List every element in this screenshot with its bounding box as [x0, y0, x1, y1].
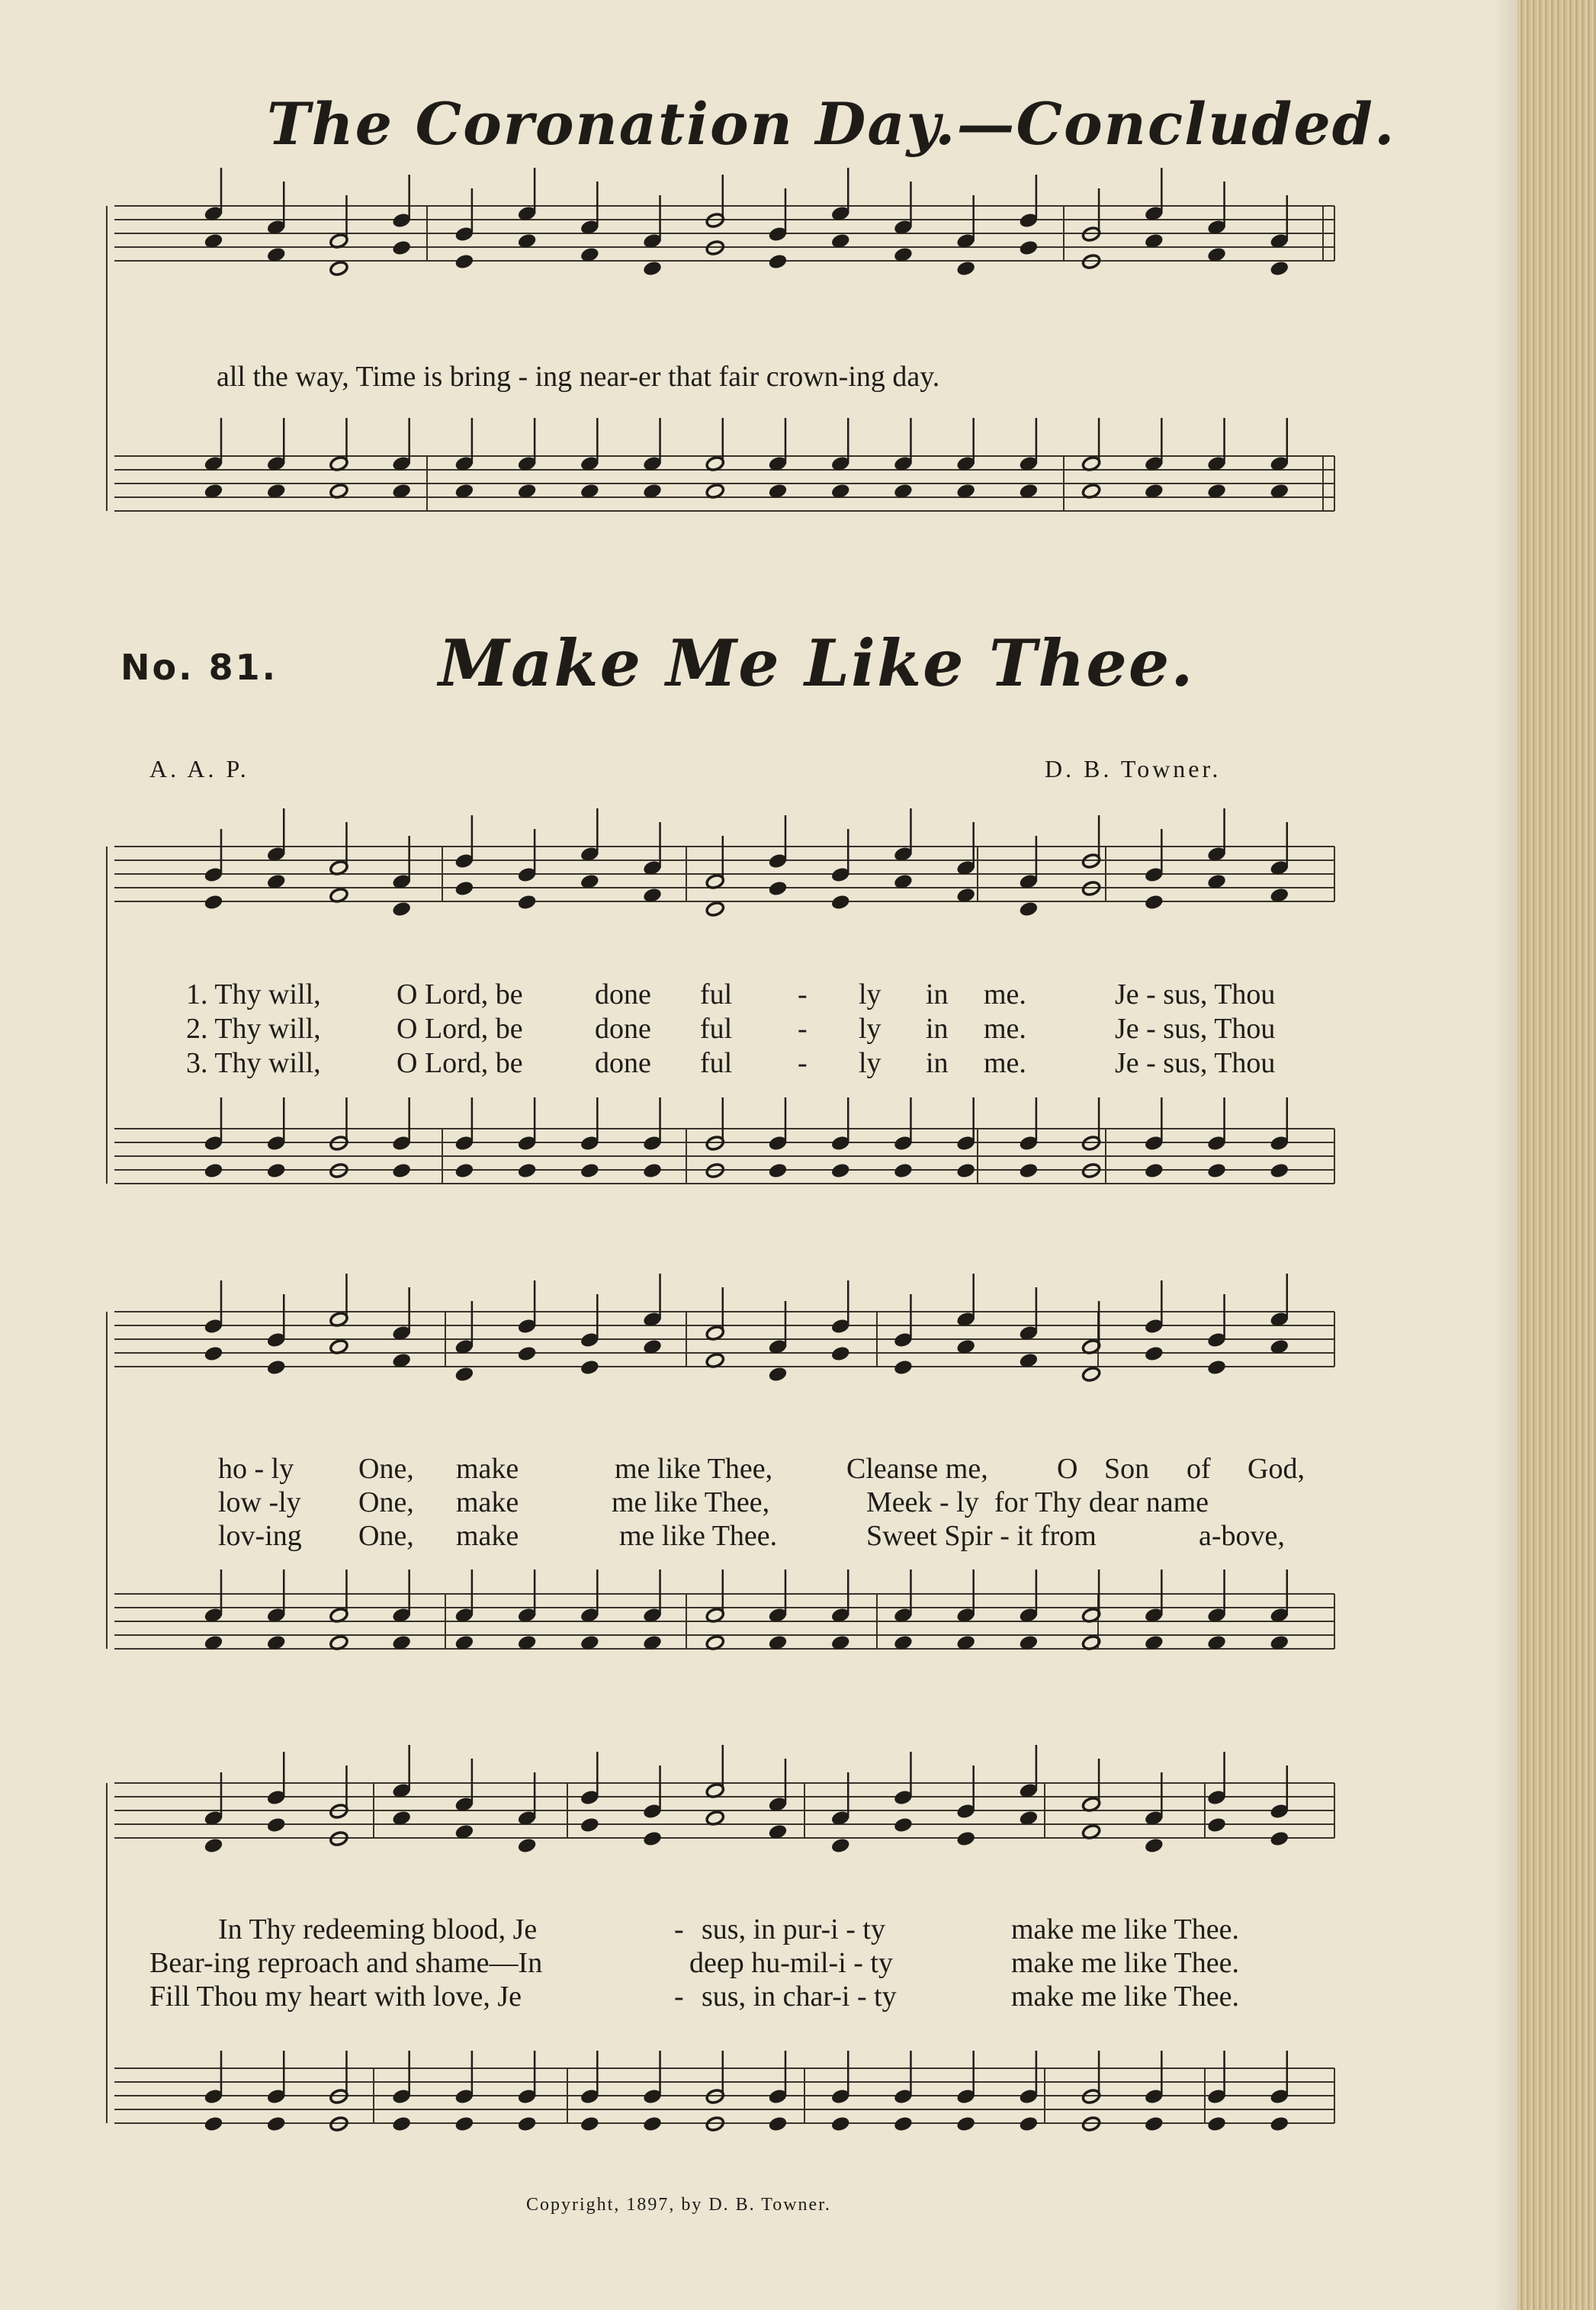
lyric-syllable: done — [595, 1013, 651, 1045]
lyric-syllable: make — [456, 1520, 519, 1552]
notehead — [580, 1817, 599, 1833]
copyright-notice: Copyright, 1897, by D. B. Towner. — [526, 2195, 831, 2215]
lyric-syllable: sus, in char-i - ty — [702, 1981, 897, 2013]
lyric-syllable: - — [674, 1913, 684, 1945]
lyric-syllable: for Thy dear name — [994, 1486, 1209, 1518]
notehead — [894, 1817, 914, 1833]
notehead — [517, 1837, 537, 1854]
notehead — [768, 880, 788, 897]
composer-credit: D. B. Towner. — [1045, 755, 1222, 782]
notehead — [643, 260, 663, 277]
lyric-syllable: in — [926, 978, 949, 1010]
notehead — [768, 253, 788, 270]
lyric-syllable: Je - sus, Thou — [1115, 978, 1276, 1010]
notehead — [204, 1345, 223, 1362]
lyric-syllable: ly — [859, 1047, 881, 1079]
lyric-syllable: done — [595, 978, 651, 1010]
notehead — [204, 894, 223, 911]
lyric-syllable: me like Thee. — [619, 1520, 778, 1552]
notehead — [517, 1345, 537, 1362]
lyric-syllable: - — [798, 1047, 808, 1079]
notehead — [204, 1162, 223, 1179]
notehead — [643, 1162, 663, 1179]
hymn-number: No. 81. — [120, 647, 278, 688]
lyric-syllable: me. — [984, 1047, 1026, 1079]
lyric-syllable: done — [595, 1047, 651, 1079]
notehead — [204, 2116, 223, 2132]
notehead — [517, 2116, 537, 2132]
lyric-syllable: a-bove, — [1199, 1520, 1285, 1552]
notehead — [1207, 1359, 1227, 1376]
system0-lyric: all the way, Time is bring - ing near-er that fair crown-ing day. — [217, 361, 940, 393]
lyric-syllable: make — [456, 1453, 519, 1485]
lyric-syllable: - — [798, 978, 808, 1010]
lyricist-credit: A. A. P. — [149, 755, 249, 782]
notehead — [266, 2116, 286, 2132]
notehead — [830, 894, 850, 911]
lyric-syllable: O Lord, be — [397, 1047, 523, 1079]
lyric-syllable: lov-ing — [218, 1520, 302, 1552]
notehead — [329, 260, 349, 277]
notehead — [830, 1837, 850, 1854]
lyric-syllable: me. — [984, 978, 1026, 1010]
lyric-syllable: O Lord, be — [397, 1013, 523, 1045]
notehead — [1270, 2116, 1289, 2132]
notehead — [392, 1162, 412, 1179]
lyric-syllable: Meek - ly — [866, 1486, 979, 1518]
lyric-syllable: ho - ly — [218, 1453, 294, 1485]
notehead — [1207, 2116, 1227, 2132]
lyric-syllable: O — [1057, 1453, 1078, 1485]
page-gutter-shadow — [1495, 0, 1517, 2310]
lyric-syllable: ful — [700, 1047, 733, 1079]
lyric-syllable: Je - sus, Thou — [1115, 1047, 1276, 1079]
notehead — [392, 2116, 412, 2132]
notehead — [454, 2116, 474, 2132]
lyric-syllable: One, — [358, 1486, 414, 1518]
notehead — [1270, 1162, 1289, 1179]
lyric-syllable: 3. Thy will, — [186, 1047, 321, 1079]
lyric-syllable: of — [1187, 1453, 1211, 1485]
lyric-syllable: ful — [700, 1013, 733, 1045]
lyric-syllable: 2. Thy will, — [186, 1013, 321, 1045]
lyric-syllable: ly — [859, 1013, 881, 1045]
lyric-syllable: 1. Thy will, — [186, 978, 321, 1010]
lyric-syllable: Sweet Spir - it from — [866, 1520, 1097, 1552]
lyric-syllable: sus, in pur-i - ty — [702, 1913, 885, 1945]
lyric-syllable: make me like Thee. — [1011, 1913, 1239, 1945]
lyric-syllable: in — [926, 1013, 949, 1045]
notehead — [894, 1359, 914, 1376]
lyric-syllable: me like Thee, — [615, 1453, 773, 1485]
notehead — [956, 260, 976, 277]
notehead — [956, 1162, 976, 1179]
notehead — [454, 1366, 474, 1383]
notehead — [1207, 1817, 1227, 1833]
notehead — [830, 1345, 850, 1362]
notehead — [454, 880, 474, 897]
notehead — [768, 1366, 788, 1383]
lyric-syllable: in — [926, 1047, 949, 1079]
lyric-syllable: Fill Thou my heart with love, Je — [149, 1981, 522, 2013]
notehead — [266, 1359, 286, 1376]
lyric-syllable: - — [798, 1013, 808, 1045]
lyric-syllable: Son — [1104, 1453, 1150, 1485]
lyric-syllable: Bear-ing reproach and shame—In — [149, 1947, 543, 1979]
lyric-syllable: make me like Thee. — [1011, 1947, 1239, 1979]
notehead — [643, 2116, 663, 2132]
notehead — [392, 239, 412, 256]
lyric-syllable: low -ly — [218, 1486, 301, 1518]
notehead — [830, 2116, 850, 2132]
notehead — [894, 1162, 914, 1179]
notehead — [956, 1830, 976, 1847]
notehead — [204, 1837, 223, 1854]
notehead — [454, 1162, 474, 1179]
notehead — [1144, 1345, 1164, 1362]
lyric-syllable: O Lord, be — [397, 978, 523, 1010]
lyric-syllable: Je - sus, Thou — [1115, 1013, 1276, 1045]
notehead — [1019, 2116, 1039, 2132]
notehead — [580, 1359, 599, 1376]
notehead — [1270, 1830, 1289, 1847]
notehead — [643, 1830, 663, 1847]
notehead — [1019, 1162, 1039, 1179]
lyric-syllable: me. — [984, 1013, 1026, 1045]
notehead — [768, 1162, 788, 1179]
lyric-syllable: God, — [1248, 1453, 1305, 1485]
lyric-syllable: ful — [700, 978, 733, 1010]
lyric-syllable: - — [674, 1981, 684, 2013]
notehead — [768, 2116, 788, 2132]
lyric-syllable: make me like Thee. — [1011, 1981, 1239, 2013]
notehead — [1019, 901, 1039, 917]
notehead — [392, 901, 412, 917]
notehead — [1144, 2116, 1164, 2132]
notehead — [580, 1162, 599, 1179]
notehead — [580, 2116, 599, 2132]
notehead — [1207, 1162, 1227, 1179]
lyric-syllable: make — [456, 1486, 519, 1518]
notehead — [1270, 260, 1289, 277]
lyric-syllable: ly — [859, 978, 881, 1010]
lyric-syllable: One, — [358, 1520, 414, 1552]
notehead — [266, 1162, 286, 1179]
notehead — [266, 1817, 286, 1833]
page-title: The Coronation Day.—Concluded. — [267, 90, 1396, 158]
lyric-syllable: In Thy redeeming blood, Je — [218, 1913, 538, 1945]
lyric-syllable: me like Thee, — [612, 1486, 770, 1518]
page-edge — [1517, 0, 1596, 2310]
lyric-syllable: deep hu-mil-i - ty — [689, 1947, 893, 1979]
notehead — [454, 253, 474, 270]
notehead — [705, 901, 725, 917]
notehead — [1019, 239, 1039, 256]
notehead — [517, 894, 537, 911]
notehead — [1144, 894, 1164, 911]
lyric-syllable: One, — [358, 1453, 414, 1485]
lyric-syllable: Cleanse me, — [846, 1453, 988, 1485]
hymn-title: Make Me Like Thee. — [438, 625, 1195, 701]
notehead — [1144, 1837, 1164, 1854]
notehead — [830, 1162, 850, 1179]
notehead — [956, 2116, 976, 2132]
notehead — [517, 1162, 537, 1179]
notehead — [1081, 1366, 1101, 1383]
notehead — [894, 2116, 914, 2132]
notehead — [1144, 1162, 1164, 1179]
